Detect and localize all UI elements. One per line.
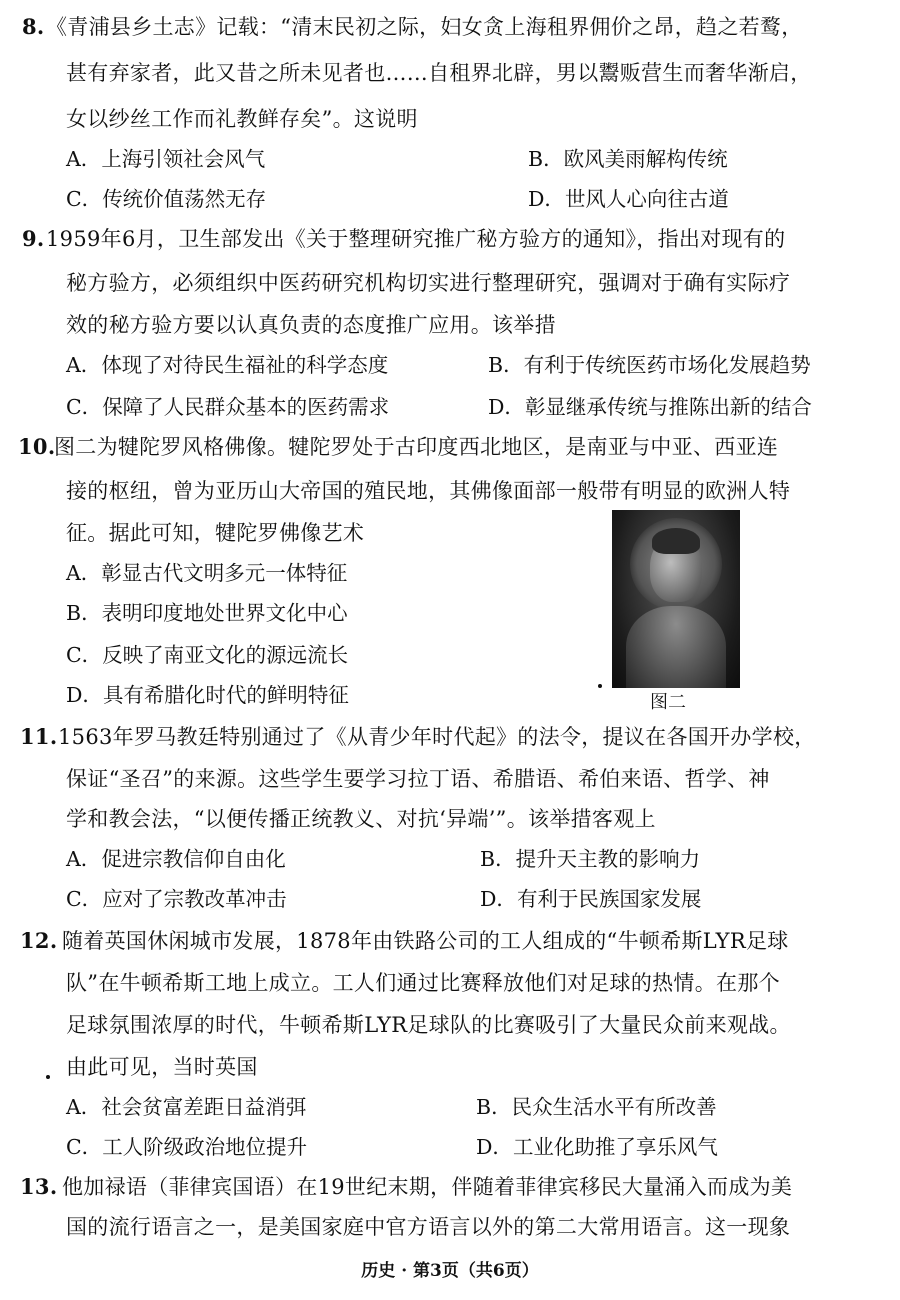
question-text-line: 1959年6月，卫生部发出《关于整理研究推广秘方验方的通知》，指出对现有的 bbox=[46, 227, 786, 251]
option-text: 表明印度地处世界文化中心 bbox=[101, 601, 348, 625]
option-a bbox=[66, 352, 388, 378]
option-label: B． bbox=[480, 847, 516, 871]
option-d bbox=[528, 186, 729, 212]
question-text-line: 他加禄语（菲律宾国语）在19世纪末期，伴随着菲律宾移民大量涌入而成为美 bbox=[62, 1175, 793, 1199]
option-label: C． bbox=[66, 643, 103, 667]
option-label: A． bbox=[66, 561, 102, 585]
question-number: 12. bbox=[20, 928, 58, 953]
option-text: 工业化助推了享乐风气 bbox=[512, 1135, 718, 1159]
question-text-line: 队”在牛顿希斯工地上成立。工人们通过比赛释放他们对足球的热情。在那个 bbox=[66, 971, 780, 995]
option-label: C． bbox=[66, 395, 103, 419]
question-text-line: 接的枢纽，曾为亚历山大帝国的殖民地，其佛像面部一般带有明显的欧洲人特 bbox=[66, 479, 791, 503]
option-d bbox=[488, 394, 812, 420]
question-number: 10. bbox=[18, 434, 56, 459]
option-text: 体现了对待民生福祉的科学态度 bbox=[101, 353, 389, 377]
question-text-line: 图二为犍陀罗风格佛像。犍陀罗处于古印度西北地区，是南亚与中亚、西亚连 bbox=[54, 435, 779, 459]
option-c bbox=[66, 1134, 307, 1160]
question-text-line: 足球氛围浓厚的时代，牛顿希斯LYR足球队的比赛吸引了大量民众前来观战。 bbox=[66, 1013, 791, 1037]
option-text: 提升天主教的影响力 bbox=[515, 847, 701, 871]
question-text-line: 效的秘方验方要以认真负责的态度推广应用。该举措 bbox=[66, 313, 556, 337]
question-text-line: 国的流行语言之一，是美国家庭中官方语言以外的第二大常用语言。这一现象 bbox=[66, 1215, 791, 1239]
option-text: 有利于传统医药市场化发展趋势 bbox=[523, 353, 811, 377]
option-a bbox=[66, 146, 265, 172]
option-text: 促进宗教信仰自由化 bbox=[101, 847, 286, 871]
question-text-line: 由此可见，当时英国 bbox=[66, 1055, 258, 1079]
question-number: 13. bbox=[20, 1174, 58, 1199]
option-b bbox=[66, 600, 348, 626]
question-text-line: 征。据此可知，犍陀罗佛像艺术 bbox=[66, 521, 365, 545]
option-text: 工人阶级政治地位提升 bbox=[102, 1135, 308, 1159]
question-text-line: 保证“圣召”的来源。这些学生要学习拉丁语、希腊语、希伯来语、哲学、神 bbox=[66, 767, 770, 791]
question-text-line: 1563年罗马教廷特别通过了《从青少年时代起》的法令，提议在各国开办学校， bbox=[58, 725, 816, 749]
option-b bbox=[476, 1094, 717, 1120]
figure-caption: 图二 bbox=[650, 692, 686, 713]
option-label: B． bbox=[476, 1095, 512, 1119]
option-label: A． bbox=[66, 147, 102, 171]
option-c bbox=[66, 394, 389, 420]
option-label: D． bbox=[528, 187, 565, 211]
option-label: D． bbox=[66, 683, 103, 707]
option-label: B． bbox=[528, 147, 564, 171]
option-c bbox=[66, 886, 287, 912]
question-text-line: 甚有弃家者，此又昔之所未见者也……自租界北辟，男以鬻贩营生而奢华渐启， bbox=[66, 61, 812, 85]
question-number: 9. bbox=[22, 226, 45, 251]
question-text-line: 女以纱丝工作而礼教鲜存矣”。这说明 bbox=[66, 107, 418, 131]
option-label: C． bbox=[66, 887, 103, 911]
question-text-line: 《青浦县乡土志》记载：“清末民初之际，妇女贪上海租界佣价之昂，趋之若鹜， bbox=[46, 15, 803, 39]
option-a bbox=[66, 846, 286, 872]
question-number: 11. bbox=[20, 724, 58, 749]
option-label: A． bbox=[66, 353, 102, 377]
option-text: 反映了南亚文化的源远流长 bbox=[102, 643, 349, 667]
option-label: D． bbox=[480, 887, 517, 911]
gandhara-buddha-figure bbox=[612, 510, 740, 688]
option-text: 彰显古代文明多元一体特征 bbox=[101, 561, 348, 585]
option-a bbox=[66, 560, 347, 586]
option-d bbox=[476, 1134, 718, 1160]
option-c bbox=[66, 186, 266, 212]
page-footer: 历史 · 第3页（共6页） bbox=[361, 1261, 539, 1281]
option-text: 具有希腊化时代的鲜明特征 bbox=[102, 683, 349, 707]
option-label: D． bbox=[476, 1135, 513, 1159]
option-text: 彰显继承传统与推陈出新的结合 bbox=[524, 395, 812, 419]
option-label: B． bbox=[488, 353, 524, 377]
option-text: 保障了人民群众基本的医药需求 bbox=[102, 395, 390, 419]
option-a bbox=[66, 1094, 306, 1120]
option-text: 欧风美雨解构传统 bbox=[563, 147, 728, 171]
question-text-line: 学和教会法，“以便传播正统教义、对抗‘异端’”。该举措客观上 bbox=[66, 807, 656, 831]
scan-speck bbox=[598, 684, 602, 688]
option-b bbox=[488, 352, 811, 378]
option-d bbox=[480, 886, 701, 912]
option-d bbox=[66, 682, 349, 708]
option-text: 民众生活水平有所改善 bbox=[511, 1095, 717, 1119]
option-label: B． bbox=[66, 601, 102, 625]
option-label: C． bbox=[66, 1135, 103, 1159]
figure-body bbox=[626, 606, 726, 688]
option-label: D． bbox=[488, 395, 525, 419]
option-text: 应对了宗教改革冲击 bbox=[102, 887, 287, 911]
option-b bbox=[480, 846, 700, 872]
option-c bbox=[66, 642, 348, 668]
figure-hair bbox=[652, 528, 700, 554]
option-label: C． bbox=[66, 187, 103, 211]
option-text: 传统价值荡然无存 bbox=[102, 187, 267, 211]
option-text: 世风人心向往古道 bbox=[564, 187, 729, 211]
option-b bbox=[528, 146, 728, 172]
question-number: 8. bbox=[22, 14, 45, 39]
scan-speck bbox=[46, 1075, 50, 1079]
option-text: 上海引领社会风气 bbox=[101, 147, 266, 171]
option-label: A． bbox=[66, 1095, 102, 1119]
question-text-line: 秘方验方，必须组织中医药研究机构切实进行整理研究，强调对于确有实际疗 bbox=[66, 271, 791, 295]
option-label: A． bbox=[66, 847, 102, 871]
question-text-line: 随着英国休闲城市发展，1878年由铁路公司的工人组成的“牛顿希斯LYR足球 bbox=[62, 929, 789, 953]
option-text: 有利于民族国家发展 bbox=[516, 887, 702, 911]
option-text: 社会贫富差距日益消弭 bbox=[101, 1095, 307, 1119]
